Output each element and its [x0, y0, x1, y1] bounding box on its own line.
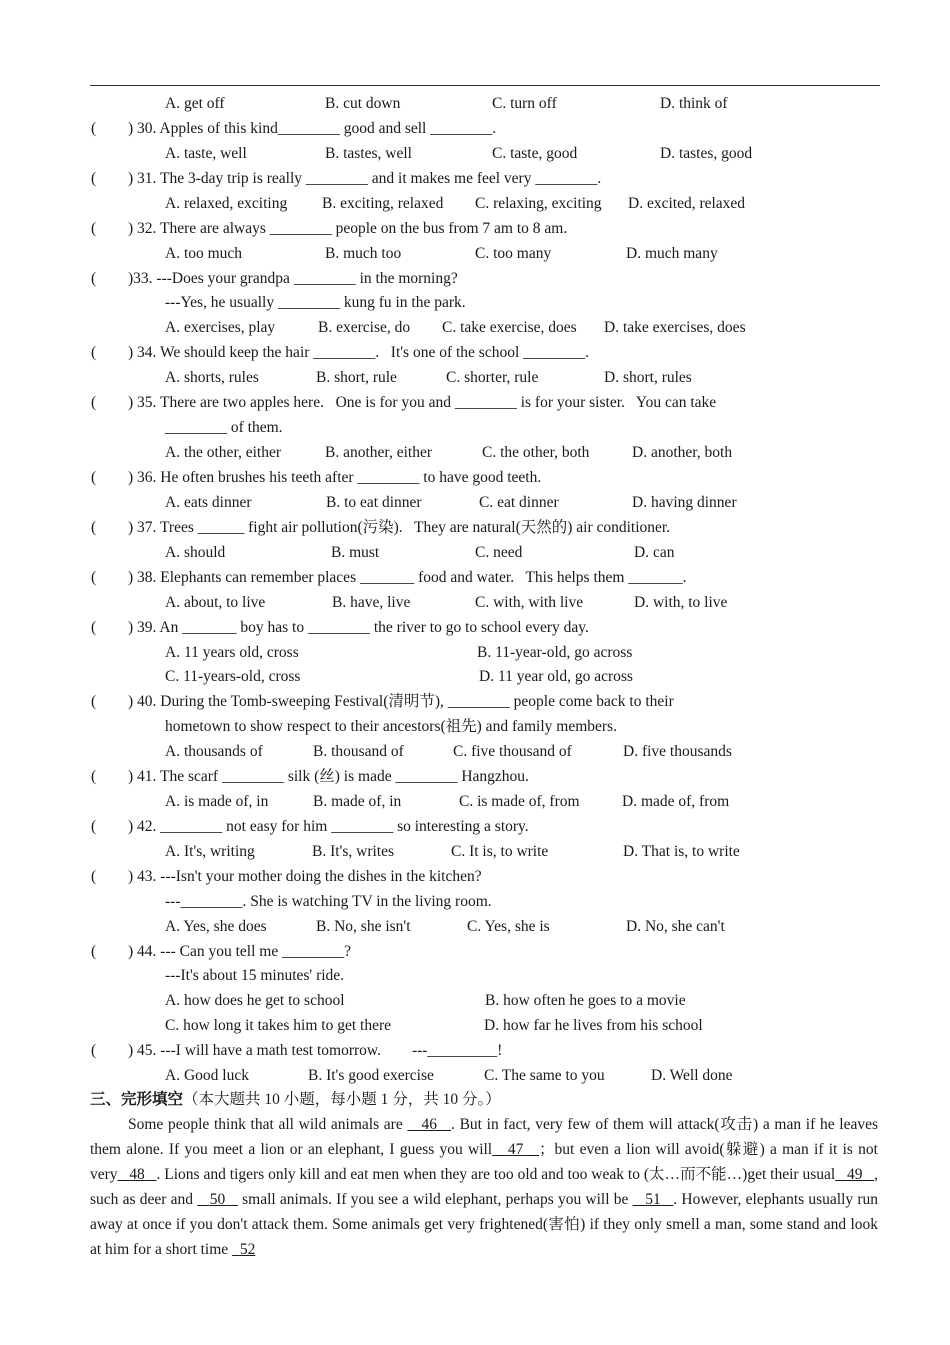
q39-option-a: A. 11 years old, cross	[165, 644, 299, 661]
q40-option-a: A. thousands of	[165, 743, 263, 760]
q35-option-c: C. the other, both	[482, 444, 590, 461]
q32-option-a: A. too much	[165, 245, 243, 262]
q36-paren: (	[91, 469, 97, 486]
q44-option-c: C. how long it takes him to get there	[165, 1017, 392, 1034]
q33-option-b: B. exercise, do	[318, 319, 411, 336]
q33-option-c: C. take exercise, does	[442, 319, 577, 336]
q45-option-c: C. The same to you	[484, 1067, 605, 1084]
q41-option-b: B. made of, in	[313, 793, 402, 810]
q43-option-d: D. No, she can't	[626, 918, 725, 935]
q40-option-c: C. five thousand of	[453, 743, 572, 760]
section-3-heading	[90, 1090, 501, 1110]
q45-option-d: D. Well done	[651, 1067, 733, 1084]
blank-51-number: 51	[645, 1191, 661, 1208]
q34-paren: (	[91, 344, 97, 361]
blank-50	[197, 1191, 238, 1208]
blank-46-number: 46	[421, 1116, 437, 1133]
q39-option-b: B. 11-year-old, go across	[477, 644, 633, 661]
q33-option-a: A. exercises, play	[165, 319, 276, 336]
q37-option-d: D. can	[634, 544, 675, 561]
q29-option-a: A. get off	[165, 95, 225, 112]
blank-48	[118, 1166, 157, 1183]
q36-stem: ) 36. He often brushes his teeth after ________ to have good teeth.	[128, 469, 542, 486]
q39-option-c: C. 11-years-old, cross	[165, 668, 301, 685]
q44-stem: ) 44. --- Can you tell me ________?	[128, 943, 351, 960]
q37-option-b: B. must	[331, 544, 380, 561]
q43-paren: (	[91, 868, 97, 885]
cloze-text: . However, elephants usually run away at once if you don't attack them. Some animals get very frightened(害怕) if they only smell a man, some stand and look at him for a short time	[90, 1191, 879, 1258]
q30-option-d: D. tastes, good	[660, 145, 753, 162]
blank-46	[407, 1116, 451, 1133]
q41-option-a: A. is made of, in	[165, 793, 269, 810]
q35-option-b: B. another, either	[325, 444, 432, 461]
q31-option-c: C. relaxing, exciting	[475, 195, 602, 212]
q42-option-b: B. It's, writes	[312, 843, 395, 860]
q34-option-a: A. shorts, rules	[165, 369, 259, 386]
cloze-text: small animals. If you see a wild elephant, perhaps you will be	[237, 1191, 633, 1208]
q42-paren: (	[91, 818, 97, 835]
q41-option-d: D. made of, from	[622, 793, 730, 810]
q31-option-d: D. excited, relaxed	[628, 195, 746, 212]
q30-stem: ) 30. Apples of this kind________ good and sell ________.	[128, 120, 497, 137]
q35-stem-line2: ________ of them.	[165, 419, 283, 436]
q32-option-c: C. too many	[475, 245, 552, 262]
q44-option-d: D. how far he lives from his school	[484, 1017, 703, 1034]
q37-paren: (	[91, 519, 97, 536]
q34-stem: ) 34. We should keep the hair ________. It's one of the school ________.	[128, 344, 590, 361]
q32-stem: ) 32. There are always ________ people on the bus from 7 am to 8 am.	[128, 220, 568, 237]
q35-paren: (	[91, 394, 97, 411]
q34-option-d: D. short, rules	[604, 369, 692, 386]
q33-stem: )33. ---Does your grandpa ________ in the morning?	[128, 270, 458, 287]
blank-47-number: 47	[507, 1141, 524, 1158]
cloze-text: ；but even a lion will avoid(躲避) a man if it is not very	[90, 1141, 878, 1183]
q42-stem: ) 42. ________ not easy for him ________ so interesting a story.	[128, 818, 529, 835]
top-rule	[90, 85, 880, 86]
q38-option-b: B. have, live	[332, 594, 411, 611]
q33-option-d: D. take exercises, does	[604, 319, 746, 336]
q39-option-d: D. 11 year old, go across	[479, 668, 633, 685]
q31-option-b: B. exciting, relaxed	[322, 195, 444, 212]
blank-49	[835, 1166, 874, 1183]
q43-option-c: C. Yes, she is	[467, 918, 550, 935]
q30-option-a: A. taste, well	[165, 145, 247, 162]
q41-option-c: C. is made of, from	[459, 793, 580, 810]
q34-option-c: C. shorter, rule	[446, 369, 539, 386]
blank-48-number: 48	[129, 1166, 145, 1183]
q31-stem: ) 31. The 3-day trip is really ________ and it makes me feel very ________.	[128, 170, 602, 187]
q42-option-c: C. It is, to write	[451, 843, 549, 860]
q40-paren: (	[91, 693, 97, 710]
q41-paren: (	[91, 768, 97, 785]
q43-stem-line2: ---________. She is watching TV in the living room.	[165, 893, 492, 910]
q45-option-b: B. It's good exercise	[308, 1067, 434, 1084]
q33-stem-line2: ---Yes, he usually ________ kung fu in the park.	[165, 294, 466, 311]
q40-stem: ) 40. During the Tomb-sweeping Festival(清明节), ________ people come back to their	[128, 693, 674, 710]
q44-paren: (	[91, 943, 97, 960]
q39-stem: ) 39. An _______ boy has to ________ the river to go to school every day.	[128, 619, 589, 636]
q30-paren: (	[91, 120, 97, 137]
q43-option-b: B. No, she isn't	[316, 918, 411, 935]
blank-47	[492, 1141, 539, 1158]
q35-option-a: A. the other, either	[165, 444, 282, 461]
q45-stem: ) 45. ---I will have a math test tomorrow. ---_________!	[128, 1042, 503, 1059]
q38-option-d: D. with, to live	[634, 594, 728, 611]
q44-stem-line2: ---It's about 15 minutes' ride.	[165, 967, 345, 984]
q42-option-a: A. It's, writing	[165, 843, 255, 860]
cloze-text: . But in fact, very few of them will attack(攻击) a man if he leaves them alone. If you meet a lion or an elephant, I guess you will	[90, 1116, 879, 1158]
q38-stem: ) 38. Elephants can remember places _______ food and water. This helps them _______.	[128, 569, 687, 586]
q30-option-b: B. tastes, well	[325, 145, 412, 162]
q43-option-a: A. Yes, she does	[165, 918, 267, 935]
cloze-text: Some people think that all wild animals are	[128, 1116, 408, 1133]
q31-paren: (	[91, 170, 97, 187]
q45-option-a: A. Good luck	[165, 1067, 249, 1084]
q43-stem: ) 43. ---Isn't your mother doing the dishes in the kitchen?	[128, 868, 482, 885]
cloze-passage	[90, 1112, 878, 1262]
blank-49-number: 49	[846, 1166, 863, 1183]
blank-50-number: 50	[209, 1191, 226, 1208]
q38-option-a: A. about, to live	[165, 594, 266, 611]
q40-option-d: D. five thousands	[623, 743, 732, 760]
q40-stem-line2: hometown to show respect to their ancestors(祖先) and family members.	[165, 718, 617, 735]
q40-option-b: B. thousand of	[313, 743, 404, 760]
q34-option-b: B. short, rule	[316, 369, 397, 386]
q36-option-a: A. eats dinner	[165, 494, 252, 511]
q31-option-a: A. relaxed, exciting	[165, 195, 288, 212]
q30-option-c: C. taste, good	[492, 145, 578, 162]
q37-option-c: C. need	[475, 544, 523, 561]
q42-option-d: D. That is, to write	[623, 843, 740, 860]
q35-stem: ) 35. There are two apples here. One is for you and ________ is for your sister. You can take	[128, 394, 717, 411]
blank-51	[633, 1191, 674, 1208]
q33-paren: (	[91, 270, 97, 287]
q36-option-c: C. eat dinner	[479, 494, 559, 511]
q32-option-d: D. much many	[626, 245, 718, 262]
section-3-title: 三、完形填空	[90, 1091, 184, 1108]
q32-paren: (	[91, 220, 97, 237]
q41-stem: ) 41. The scarf ________ silk (丝) is made ________ Hangzhou.	[128, 768, 529, 785]
q36-option-d: D. having dinner	[632, 494, 737, 511]
section-3-note: （本大题共 10 小题，每小题 1 分，共 10 分。）	[183, 1091, 501, 1108]
q44-option-b: B. how often he goes to a movie	[485, 992, 686, 1009]
q45-paren: (	[91, 1042, 97, 1059]
q44-option-a: A. how does he get to school	[165, 992, 345, 1009]
q32-option-b: B. much too	[325, 245, 402, 262]
q29-option-d: D. think of	[660, 95, 728, 112]
q37-stem: ) 37. Trees ______ fight air pollution(污染). They are natural(天然的) air conditioner.	[128, 519, 671, 536]
q29-option-c: C. turn off	[492, 95, 557, 112]
cloze-text: . Lions and tigers only kill and eat men when they are too old and too weak to (太…而不能…)get their usual	[156, 1166, 836, 1183]
q35-option-d: D. another, both	[632, 444, 733, 461]
cloze-text: , such as deer and	[90, 1166, 879, 1208]
q37-option-a: A. should	[165, 544, 226, 561]
q38-option-c: C. with, with live	[475, 594, 584, 611]
blank-52	[232, 1241, 255, 1258]
q38-paren: (	[91, 569, 97, 586]
q39-paren: (	[91, 619, 97, 636]
q29-option-b: B. cut down	[325, 95, 401, 112]
blank-52-number: 52	[239, 1241, 256, 1258]
q36-option-b: B. to eat dinner	[326, 494, 422, 511]
